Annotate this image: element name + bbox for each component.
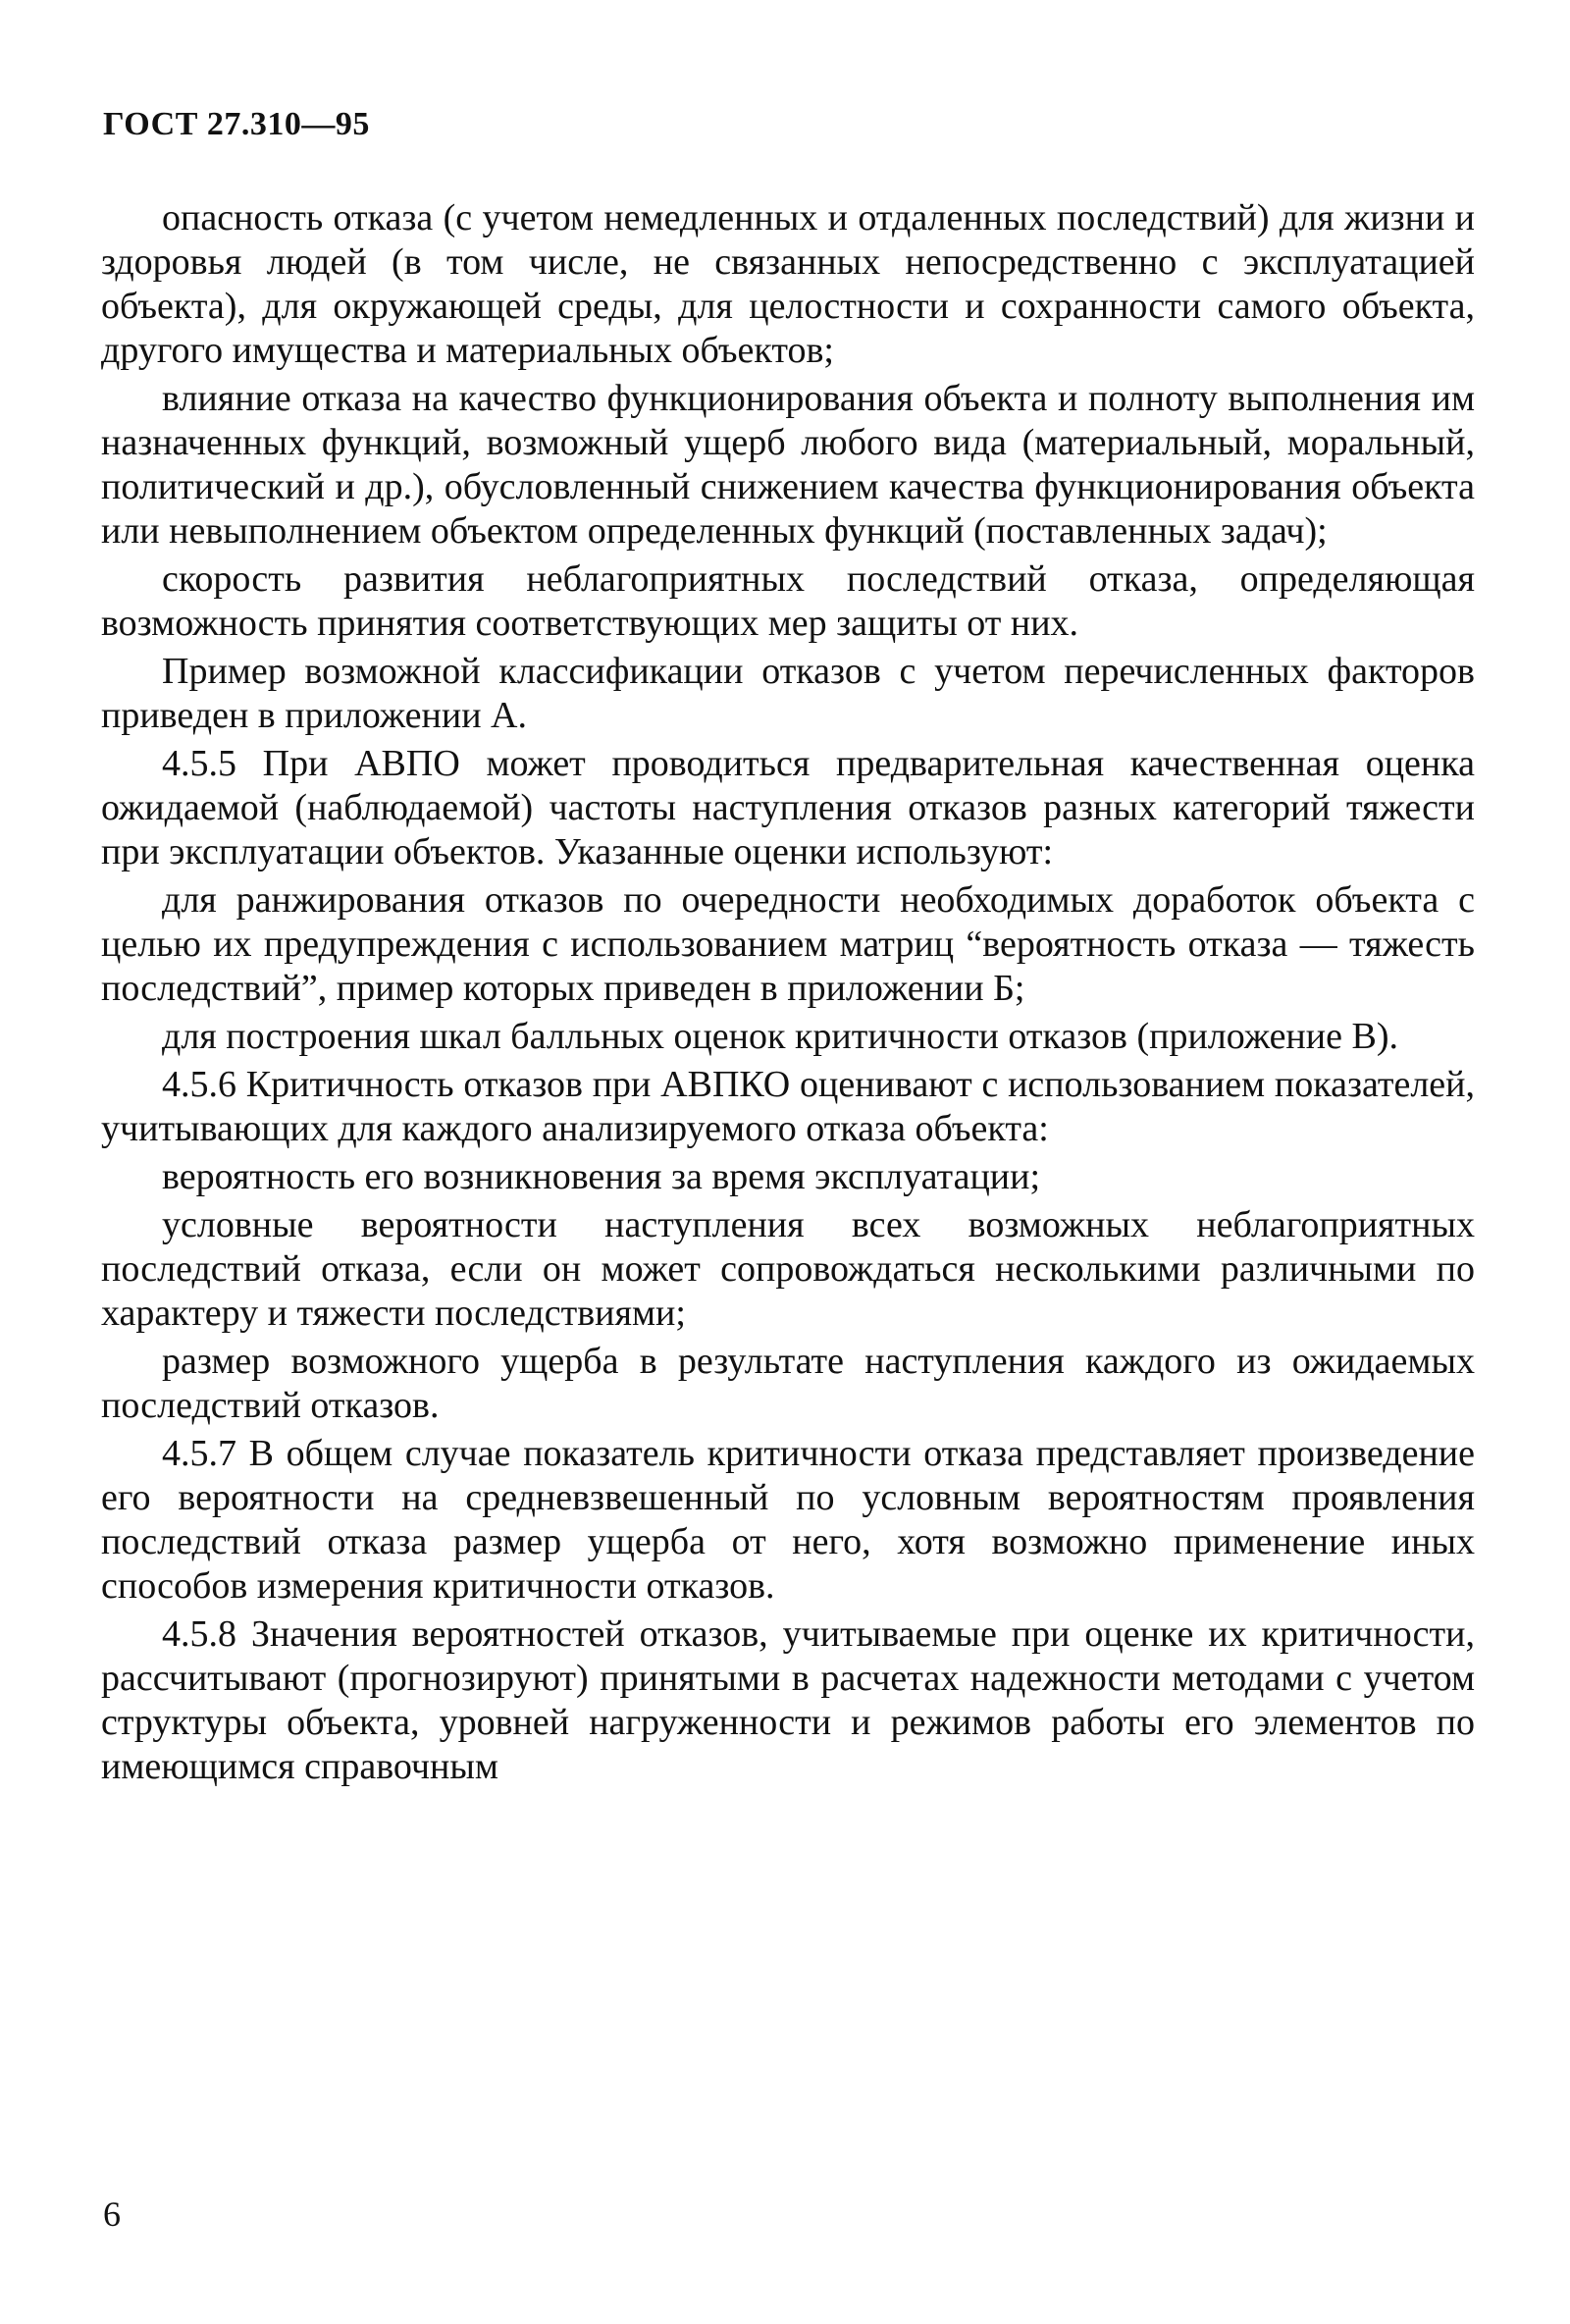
paragraph-clause-4-5-6: 4.5.6 Критичность отказов при АВПКО оценивают с использованием показателей, учитывающих для каждого анализируемого отказа объекта: <box>101 1064 1475 1149</box>
paragraph-clause-4-5-7: 4.5.7 В общем случае показатель критичности отказа представляет произведение его вероятности на средневзвешенный по условным вероятностям проявления последствий отказа размер ущерба от него, хотя возможно применение иных способов измерения критичности отказов. <box>101 1433 1475 1607</box>
paragraph: влияние отказа на качество функционирования объекта и полноту выполнения им назначенных функций, возможный ущерб любого вида (материальный, моральный, политический и др.), обусловленный снижением качества функционирования объекта или невыполнением объектом определенных функций (поставленных задач); <box>101 378 1475 552</box>
paragraph: вероятность его возникновения за время эксплуатации; <box>162 1156 1041 1197</box>
body-text <box>101 196 1475 1793</box>
page-header-standard-id: ГОСТ 27.310—95 <box>103 106 370 142</box>
paragraph: для построения шкал балльных оценок критичности отказов (приложение В). <box>162 1016 1398 1057</box>
paragraph-clause-4-5-5: 4.5.5 При АВПО может проводиться предварительная качественная оценка ожидаемой (наблюдаемой) частоты наступления отказов разных категорий тяжести при эксплуатации объектов. Указанные оценки используют: <box>101 743 1475 872</box>
paragraph: Пример возможной классификации отказов с учетом перечисленных факторов приведен в приложении А. <box>101 651 1475 736</box>
paragraph: условные вероятности наступления всех возможных неблагоприятных последствий отказа, если он может сопровождаться несколькими различными по характеру и тяжести последствиями; <box>101 1204 1475 1334</box>
page-number: 6 <box>103 2194 121 2234</box>
paragraph: размер возможного ущерба в результате наступления каждого из ожидаемых последствий отказов. <box>101 1341 1475 1426</box>
paragraph: опасность отказа (с учетом немедленных и отдаленных последствий) для жизни и здоровья людей (в том числе, не связанных непосредственно с эксплуатацией объекта), для окружающей среды, для целостности и сохранности самого объекта, другого имущества и материальных объектов; <box>101 197 1475 371</box>
paragraph: для ранжирования отказов по очередности необходимых доработок объекта с целью их предупреждения с использованием матриц “вероятность отказа — тяжесть последствий”, пример которых приведен в приложении Б; <box>101 879 1475 1009</box>
paragraph: скорость развития неблагоприятных последствий отказа, определяющая возможность принятия соответствующих мер защиты от них. <box>101 558 1475 644</box>
paragraph-clause-4-5-8: 4.5.8 Значения вероятностей отказов, учитываемые при оценке их критичности, рассчитывают (прогнозируют) принятыми в расчетах надежности методами с учетом структуры объекта, уровней нагруженности и режимов работы его элементов по имеющимся справочным <box>101 1613 1475 1787</box>
